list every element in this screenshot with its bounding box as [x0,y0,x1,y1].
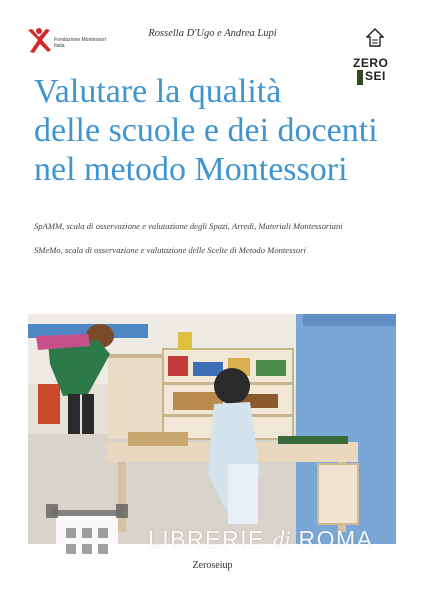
title-line-3: nel metodo Montessori [34,151,348,188]
watermark-text-di: di [272,527,291,552]
book-title [34,72,404,189]
title-line-2: delle scuole e dei docenti [34,112,378,149]
watermark-text-b: ROMA [290,526,374,552]
subtitle-smemo: SMeMo, scala di osservazione e valutazione delle Scelte di Metodo Montessori [34,245,306,255]
watermark-text [148,526,374,553]
title-line-1: Valutare la qualità [34,73,282,110]
zerosei-sei: SEI [365,69,386,83]
watermark-text-a: LIBRERIE [148,526,273,552]
authors: Rossella D'Ugo e Andrea Lupi [148,28,277,39]
zerosei-zero: ZERO [353,56,389,70]
publisher-name: Zeroseiup [192,560,233,571]
house-icon [366,28,384,48]
fondazione-logo-text: Fondazione Montessori Italia [54,37,106,49]
subtitle-spamm: SpAMM, scala di osservazione e valutazione degli Spazi, Arredi, Materiali Montessoriani [34,221,343,231]
